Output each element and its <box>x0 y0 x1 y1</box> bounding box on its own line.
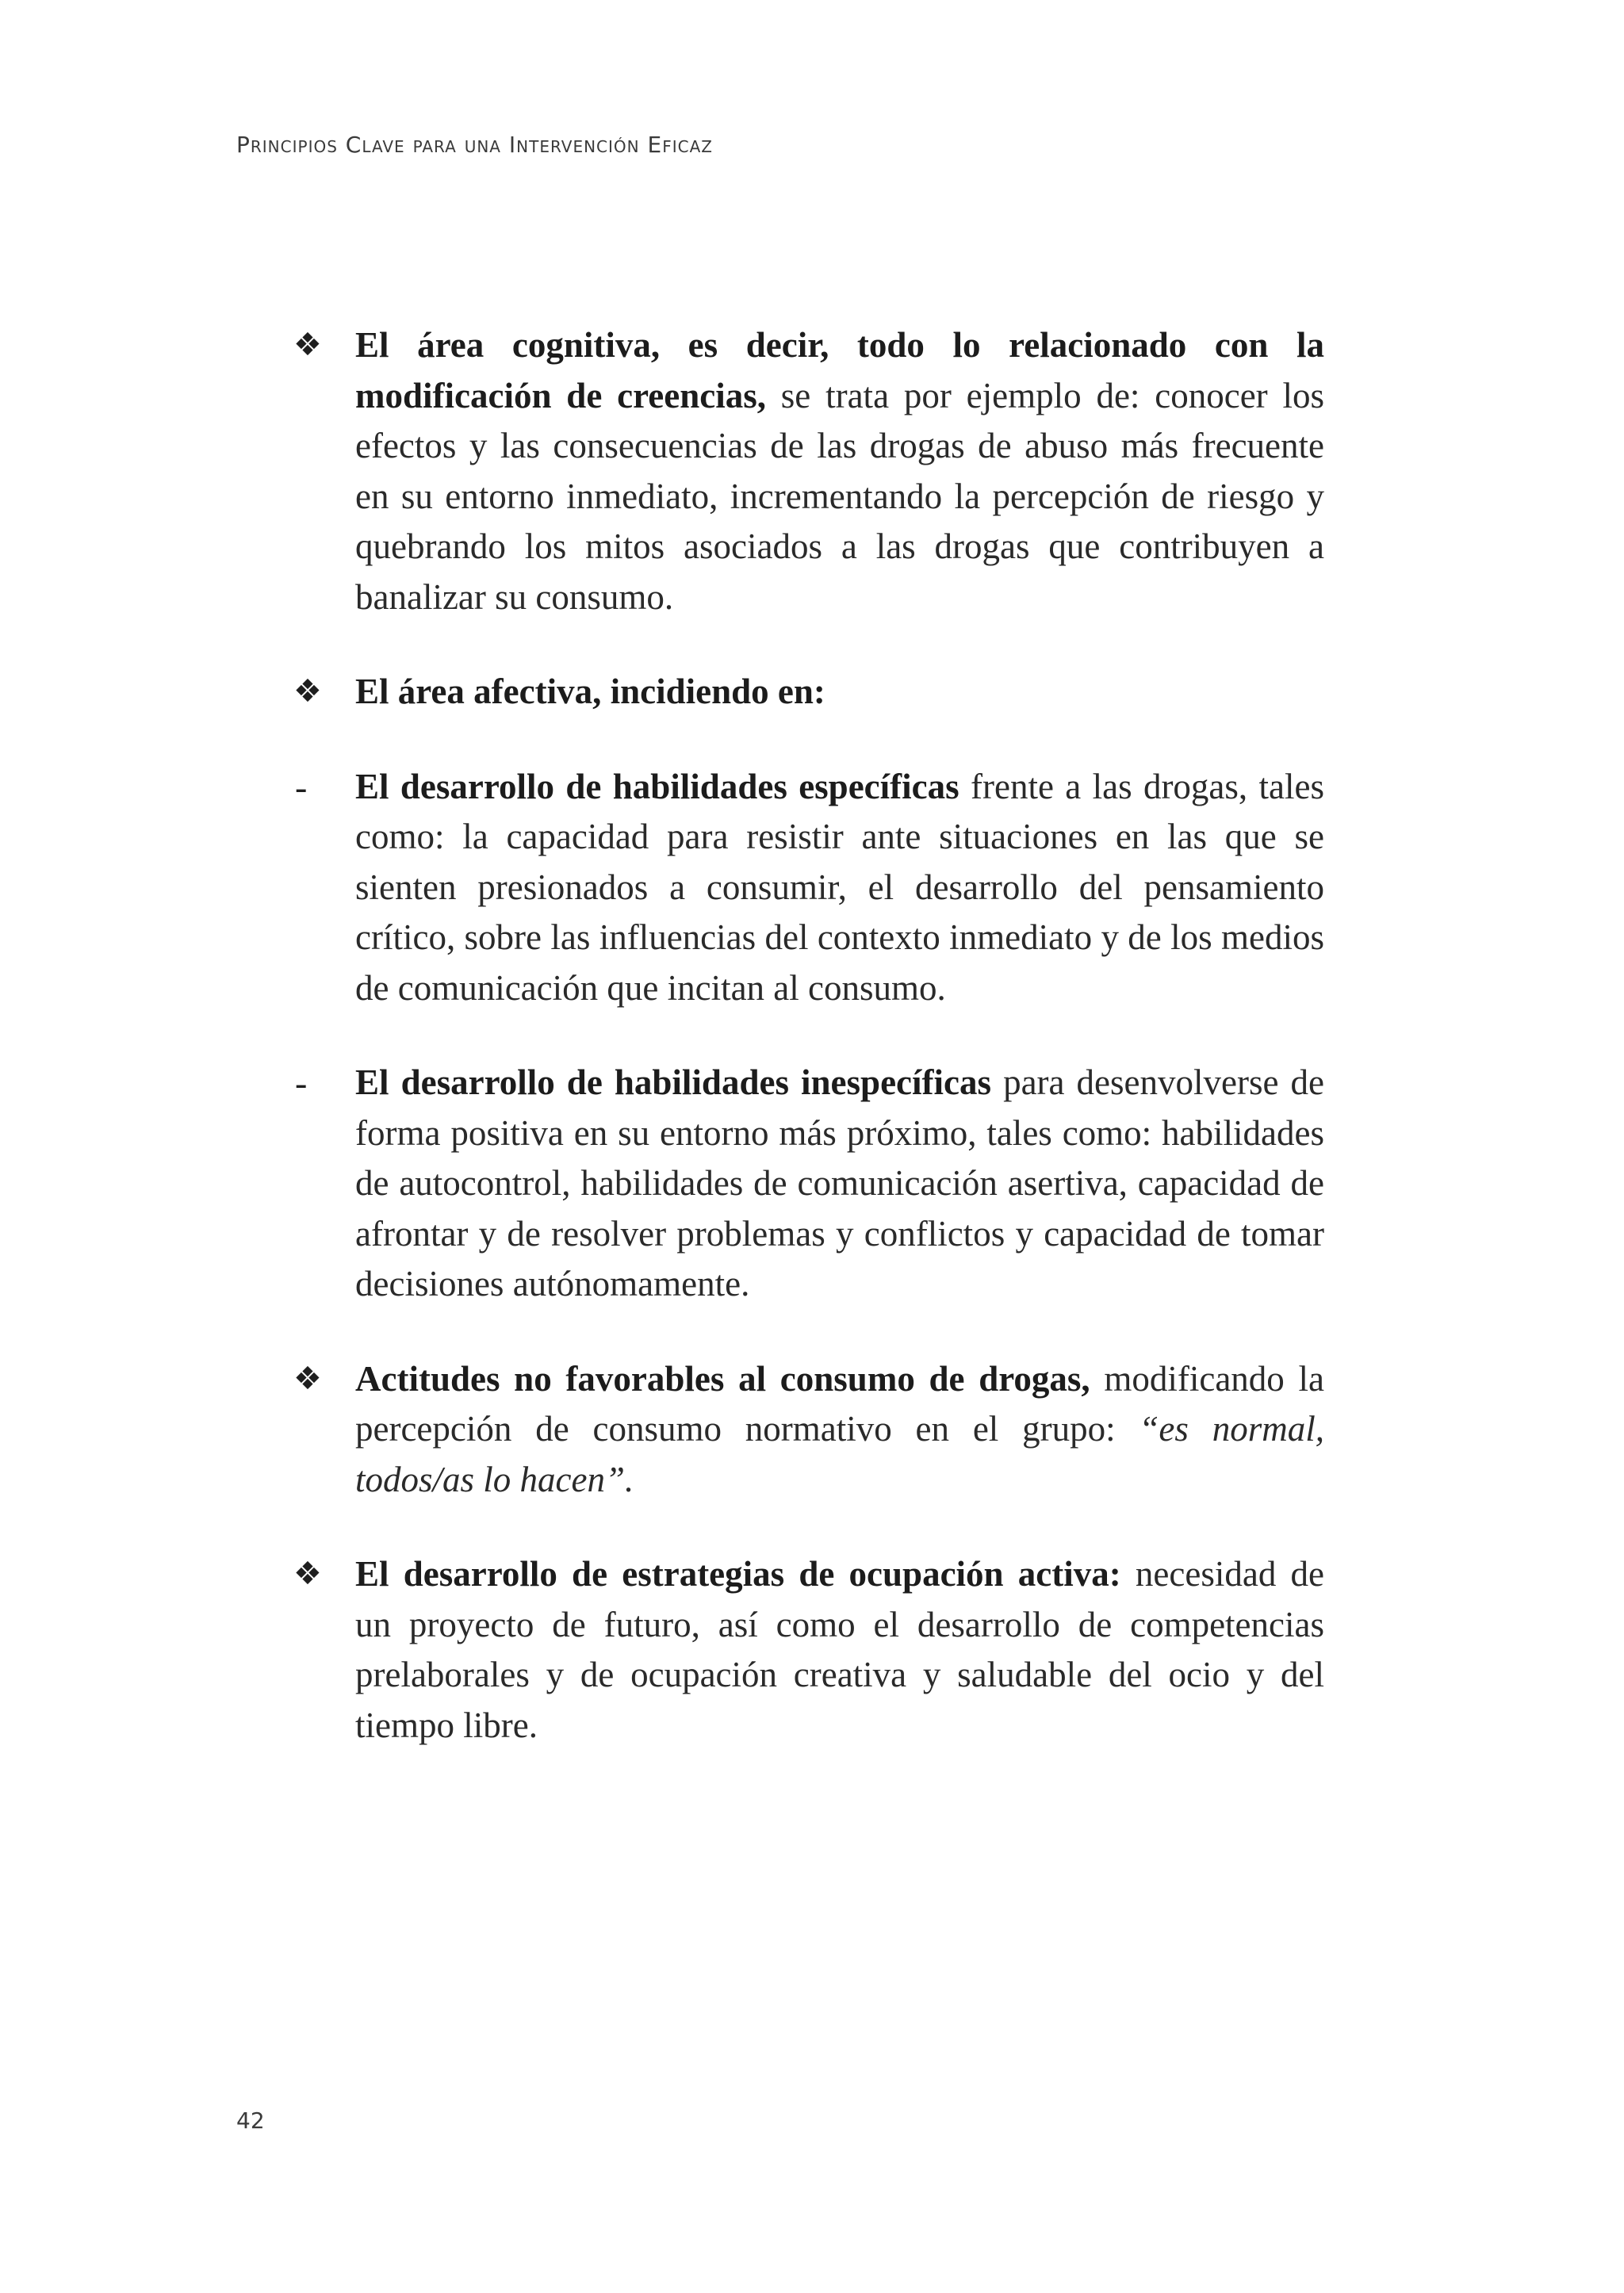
item-heading: El área cognitiva, es decir, todo lo relacionado con la modificación de creencias, <box>355 325 1324 415</box>
list-item-attitudes <box>293 1354 1324 1506</box>
item-heading: Actitudes no favorables al consumo de drogas, <box>355 1358 1090 1399</box>
item-text: necesidad de un proyecto de futuro, así como el desarrollo de competencias prelaborales y de ocupación creativa y saludable del ocio y del tiempo libre. <box>355 1554 1325 1745</box>
diamond-bullet-icon: ❖ <box>293 1360 322 1397</box>
body-content <box>293 320 1325 1751</box>
dash-bullet: - <box>295 766 308 807</box>
item-heading: El desarrollo de habilidades inespecíficas <box>355 1062 991 1102</box>
item-heading: El desarrollo de estrategias de ocupación activa: <box>355 1554 1121 1594</box>
list-item-specific-skills <box>295 762 1324 1014</box>
diamond-bullet-icon: ❖ <box>293 327 322 363</box>
item-text: para desenvolverse de forma positiva en su entorno más próximo, tales como: habilidades de autocontrol, habilidades de comunicación asertiva, capacidad de afrontar y de resolver problemas y conflictos y capacidad de tomar decisiones autónomamente. <box>355 1062 1325 1303</box>
list-item-cognitive-area <box>293 320 1324 622</box>
diamond-bullet-icon: ❖ <box>293 673 322 710</box>
list-item-active-occupation <box>293 1549 1325 1751</box>
list-item-affective-area <box>293 667 1324 718</box>
item-heading: El desarrollo de habilidades específicas <box>355 766 959 806</box>
item-text: frente a las drogas, tales como: la capacidad para resistir ante situaciones en las que se sienten presionados a consumir, el desarrollo del pensamiento crítico, sobre las influencias del contexto inmediato y de los medios de comunicación que incitan al consumo. <box>355 766 1324 1008</box>
list-item-nonspecific-skills <box>295 1058 1325 1310</box>
dash-bullet: - <box>295 1062 308 1103</box>
page-number: 42 <box>236 2107 265 2134</box>
diamond-bullet-icon: ❖ <box>293 1556 322 1592</box>
item-text: se trata por ejemplo de: conocer los efectos y las consecuencias de las drogas de abuso más frecuente en su entorno inmediato, incrementando la percepción de riesgo y quebrando los mitos asociados a las drogas que contribuyen a banalizar su consumo. <box>355 375 1324 617</box>
item-text: modificando la percepción de consumo normativo en el grupo: <box>355 1358 1324 1449</box>
item-heading: El área afectiva, incidiendo en: <box>355 672 825 711</box>
running-header: Principios Clave para una Intervención Eficaz <box>236 132 713 158</box>
item-quote: “es normal, todos/as lo hacen”. <box>355 1409 1324 1499</box>
